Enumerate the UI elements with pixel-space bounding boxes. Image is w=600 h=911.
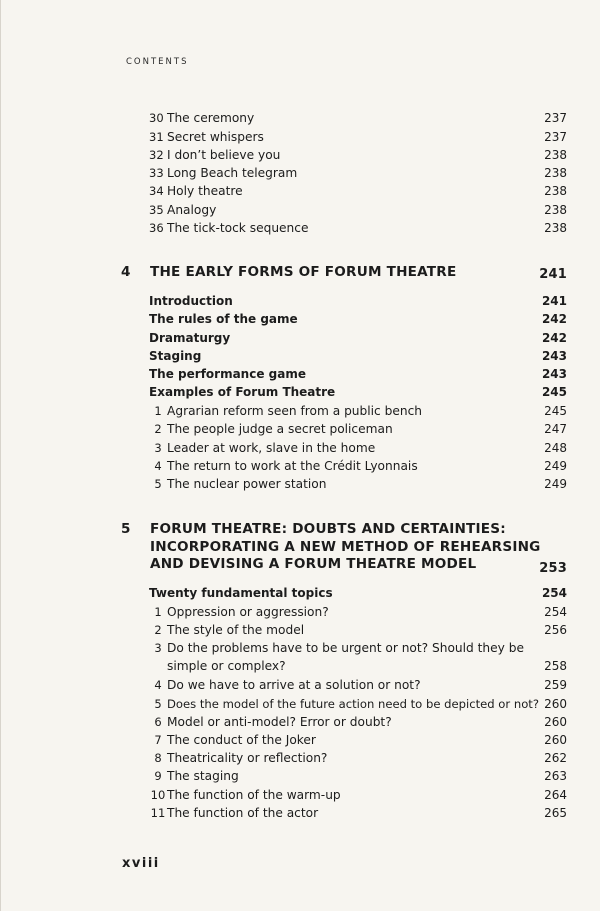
entry-title: Agrarian reform seen from a public bench	[167, 404, 422, 418]
toc-entry[interactable]	[149, 459, 567, 474]
entry-number: 31	[149, 129, 164, 144]
entry-number: 35	[149, 202, 164, 217]
entry-title: Holy theatre	[167, 184, 243, 198]
entry-title: The return to work at the Crédit Lyonnais	[167, 459, 418, 473]
entry-number: 11	[150, 806, 166, 820]
toc-section[interactable]	[149, 586, 567, 601]
entry-page: 263	[544, 769, 567, 783]
section-page: 242	[541, 330, 567, 345]
running-head: CONTENTS	[126, 57, 189, 67]
entry-number: 33	[149, 166, 164, 180]
entry-page: 262	[544, 751, 567, 765]
toc-entry[interactable]	[149, 221, 567, 236]
chapter-number: 4	[121, 264, 131, 280]
entry-page: 238	[544, 166, 567, 180]
entry-page: 254	[544, 604, 567, 619]
entry-page: 256	[544, 623, 567, 637]
entry-number: 34	[149, 184, 164, 198]
entry-page: 260	[544, 733, 567, 747]
entry-number: 2	[154, 422, 162, 436]
toc-entry[interactable]	[149, 605, 567, 620]
toc-entry[interactable]	[149, 733, 567, 748]
toc-entry[interactable]	[149, 404, 567, 419]
section-title: Staging	[149, 348, 202, 363]
section-title: Examples of Forum Theatre	[149, 385, 336, 399]
chapter-title	[150, 521, 550, 574]
entry-title: The function of the actor	[167, 806, 319, 820]
entry-title: Theatricality or reflection?	[167, 751, 328, 765]
chapter-heading[interactable]	[121, 521, 567, 575]
entry-number: 5	[154, 696, 162, 711]
entry-number: 6	[154, 714, 162, 729]
entry-number: 32	[149, 148, 164, 162]
toc-entry[interactable]	[149, 166, 567, 181]
toc-entry[interactable]	[149, 788, 567, 803]
entry-title-line: Do the problems have to be urgent or not? Should they be	[167, 641, 524, 655]
entry-title: The ceremony	[167, 111, 255, 125]
entry-number: 36	[149, 221, 164, 235]
entry-page: 237	[544, 129, 567, 144]
entry-page: 260	[544, 714, 567, 729]
toc-section[interactable]	[149, 367, 567, 382]
entry-title: Model or anti-model? Error or doubt?	[167, 714, 392, 729]
entry-number: 7	[154, 733, 162, 747]
section-page: 241	[541, 294, 567, 308]
entry-number: 4	[154, 459, 162, 473]
section-title: Introduction	[149, 294, 233, 308]
entry-page: 248	[544, 440, 567, 455]
entry-page: 264	[544, 787, 567, 802]
entry-page: 238	[544, 202, 567, 217]
entry-title-line: simple or complex?	[167, 659, 286, 673]
toc-entry[interactable]	[149, 111, 567, 126]
entry-title: The tick-tock sequence	[167, 221, 309, 235]
entry-number: 4	[154, 678, 162, 692]
entry-number: 8	[154, 751, 162, 765]
chapter-title: THE EARLY FORMS OF FORUM THEATRE	[150, 264, 457, 280]
entry-title: The nuclear power station	[167, 477, 327, 491]
chapter-title-line: INCORPORATING A NEW METHOD OF REHEARSING	[150, 538, 541, 555]
entry-page: 247	[544, 422, 567, 436]
toc-entry[interactable]	[149, 678, 567, 693]
entry-page: 259	[544, 678, 567, 692]
entry-title: Do we have to arrive at a solution or not?	[167, 678, 421, 692]
toc-entry[interactable]	[149, 769, 567, 784]
entry-page: 238	[544, 148, 567, 162]
toc-entry[interactable]	[149, 697, 567, 712]
entry-page: 258	[544, 659, 567, 673]
entry-number: 3	[154, 440, 162, 455]
entry-page: 238	[544, 221, 567, 235]
entry-page: 237	[544, 111, 567, 125]
entry-number: 10	[150, 787, 166, 802]
toc-entry[interactable]	[149, 623, 567, 638]
toc-entry[interactable]	[149, 806, 567, 821]
toc-entry[interactable]	[149, 148, 567, 163]
toc-entry[interactable]	[149, 422, 567, 437]
entry-number: 3	[154, 641, 162, 655]
section-title: The performance game	[149, 367, 306, 381]
entry-page: 249	[544, 459, 567, 473]
toc-entry[interactable]	[149, 751, 567, 766]
entry-title: Oppression or aggression?	[167, 604, 329, 619]
chapter-number: 5	[121, 521, 131, 537]
chapter-title-line: AND DEVISING A FORUM THEATRE MODEL	[150, 556, 477, 572]
toc-entry[interactable]	[149, 715, 567, 730]
entry-title: Secret whispers	[167, 129, 264, 144]
section-title: The rules of the game	[149, 312, 298, 326]
toc-entry[interactable]	[149, 184, 567, 199]
entry-number: 9	[154, 769, 162, 783]
entry-title: Leader at work, slave in the home	[167, 440, 376, 455]
section-page: 245	[541, 385, 567, 399]
toc-section[interactable]	[149, 312, 567, 327]
section-page: 243	[541, 367, 567, 381]
entry-title: The people judge a secret policeman	[167, 422, 393, 436]
entry-title: I don’t believe you	[167, 148, 281, 162]
chapter-title-line: FORUM THEATRE: DOUBTS AND CERTAINTIES:	[150, 521, 506, 537]
entry-number: 5	[154, 477, 162, 491]
section-title: Dramaturgy	[149, 330, 231, 345]
entry-title: The conduct of the Joker	[167, 733, 316, 747]
entry-title: Analogy	[167, 202, 217, 217]
entry-page: 260	[544, 696, 567, 711]
toc-section[interactable]	[149, 385, 567, 400]
entry-number: 2	[154, 623, 162, 637]
toc-section[interactable]	[149, 294, 567, 309]
toc-entry[interactable]	[149, 441, 567, 456]
entry-title: The function of the warm-up	[167, 787, 341, 802]
chapter-page: 241	[539, 267, 567, 282]
entry-page: 249	[544, 477, 567, 491]
entry-page: 265	[544, 806, 567, 820]
entry-number: 1	[154, 404, 162, 418]
toc-section[interactable]	[149, 349, 567, 364]
section-page: 254	[541, 586, 567, 600]
entry-title: Does the model of the future action need to be depicted or not?	[167, 696, 539, 711]
toc-entry[interactable]	[149, 130, 567, 145]
section-page: 242	[541, 312, 567, 326]
toc-entry[interactable]	[149, 641, 567, 675]
toc-entry[interactable]	[149, 203, 567, 218]
toc-entry[interactable]	[149, 477, 567, 492]
page-folio: xviii	[122, 856, 160, 871]
entry-title: Long Beach telegram	[167, 166, 298, 180]
entry-number: 1	[154, 604, 162, 619]
entry-number: 30	[149, 111, 164, 125]
entry-title: The staging	[167, 769, 239, 783]
section-page: 243	[541, 348, 567, 363]
chapter-page: 253	[539, 561, 567, 576]
toc-section[interactable]	[149, 331, 567, 346]
entry-page: 238	[544, 184, 567, 198]
entry-title: The style of the model	[167, 623, 305, 637]
section-title: Twenty fundamental topics	[149, 586, 333, 600]
entry-page: 245	[544, 404, 567, 418]
